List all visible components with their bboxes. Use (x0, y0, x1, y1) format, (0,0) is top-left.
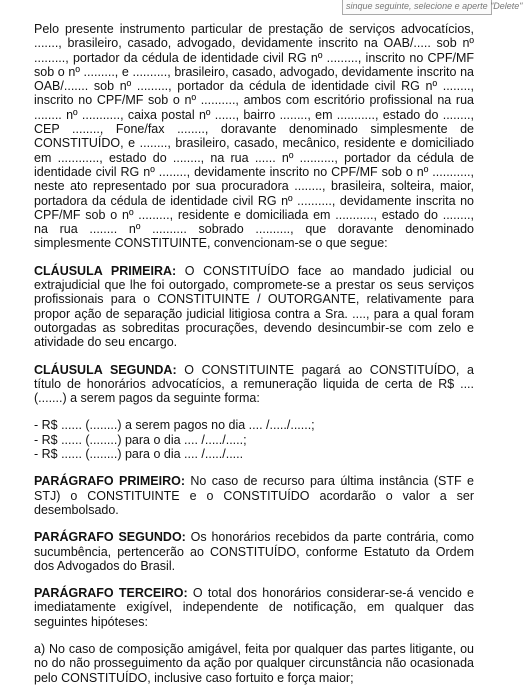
clausula-primeira-label: CLÁUSULA PRIMEIRA: (34, 263, 177, 278)
paragrafo-primeiro-label: PARÁGRAFO PRIMEIRO: (34, 474, 185, 489)
clausula-segunda-text: O CONSTITUINTE pagará ao CONSTITUÍDO, a título de honorários advocatícios, a remuneração liquida de certa de R$ .... (.......) a serem pagos da seguinte forma: (34, 362, 474, 406)
item-a: a) No caso de composição amigável, feita por qualquer das partes litigante, ou no do não prosseguimento da ação por qualquer circunstância não ocasionada pelo CONSTITUÍDO, inclusive caso fortuito e força maior; (34, 641, 474, 685)
payment-list (34, 418, 474, 461)
paragrafo-segundo (34, 530, 474, 573)
clausula-segunda (34, 363, 474, 406)
clausula-primeira-text: O CONSTITUÍDO face ao mandado judicial ou extrajudicial que lhe foi outorgado, compromete-se a prestar os seus serviços profissionais para o CONSTITUINTE / OUTORGANTE, relativamente para propor ação de separação judicial litigiosa contra a Sra. ...., para a qual foram outorgadas as sobreditas procurações, devendo desincumbir-se com zelo e atividade do seu encargo. (34, 263, 475, 350)
intro-paragraph: Pelo presente instrumento particular de prestação de serviços advocatícios, ......., brasileiro, casado, advogado, devidamente inscrito na OAB/..... sob nº ........., portador da cédula de identidade civil RG nº ........., inscrito no CPF/MF sob o nº ........., e .........., brasileiro, casado, advogado, devidamente inscrito na OAB/....... sob nº ........., portador da cédula de identidade civil RG nº ........, inscrito no CPF/MF sob o nº .........., ambos com escritório profissional na rua ........ nº ..........., caixa postal nº ......, bairro ........, em ..........., estado do ........, CEP ........, Fone/fax ........, doravante denominado simplesmente de CONSTITUÍDO, e ........, brasileiro, casado, mecânico, residente e domiciliado em ............, estado do ........, na rua ...... nº .........., portador da cédula de identidade civil RG nº ........, devidamente inscrito no CPF/MF sob o nº ..........., neste ato representado por sua procuradora ........, brasileira, solteira, maior, portadora da cédula de identidade civil RG nº .........., devidamente inscrita no CPF/MF sob o nº ........., residente e domiciliada em ..........., estado do ........, na rua ........ nº .......... sobrado .........., que doravante denominado simplesmente CONSTITUINTE, convencionam-se o que segue: (34, 22, 474, 251)
payment-item: - R$ ...... (........) para o dia .... /...../..... (34, 447, 244, 462)
paragrafo-terceiro-text: O total dos honorários considerar-se-á vencido e imediatamente exigível, independente de notificação, em qualquer das seguintes hipóteses: (34, 586, 474, 629)
payment-item: - R$ ...... (........) a serem pagos no dia .... /...../......; (34, 418, 315, 433)
paragrafo-segundo-label: PARÁGRAFO SEGUNDO: (34, 530, 186, 545)
paragrafo-primeiro (34, 474, 474, 517)
paragrafo-terceiro (34, 586, 474, 629)
paragrafo-segundo-text: Os honorários recebidos da parte contrária, como sucumbência, pertencerão ao CONSTITUÍDO, conforme Estatuto da Ordem dos Advogados do Brasil. (34, 530, 474, 573)
payment-item: - R$ ...... (........) para o dia .... /...../.....; (34, 432, 247, 447)
instruction-note: sinque seguinte, selecione e aperte "Delete" (342, 0, 492, 15)
contract-document (34, 22, 474, 698)
paragrafo-primeiro-text: No caso de recurso para última instância (STF e STJ) o CONSTITUINTE e o CONSTITUÍDO acordarão o valor a ser desembolsado. (34, 474, 474, 517)
clausula-segunda-label: CLÁUSULA SEGUNDA: (34, 362, 177, 377)
paragrafo-terceiro-label: PARÁGRAFO TERCEIRO: (34, 586, 188, 601)
clausula-primeira (34, 264, 474, 350)
